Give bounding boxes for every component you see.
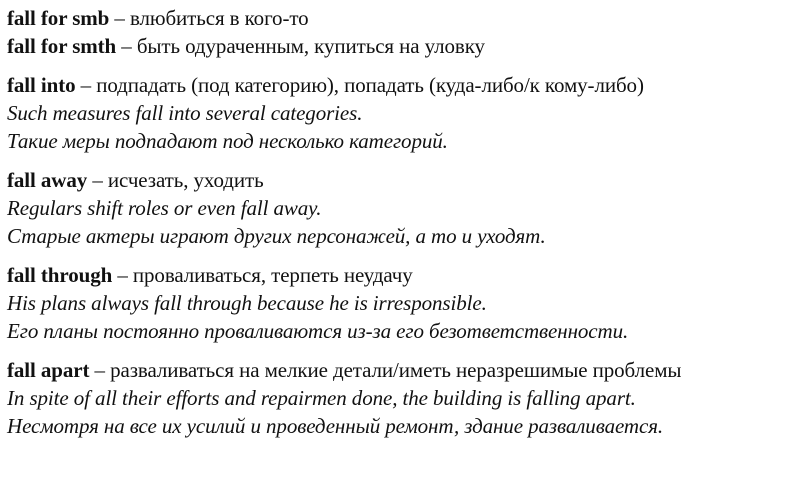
definition: – быть одураченным, купиться на уловку [116,34,485,58]
term: fall into [7,73,76,97]
entry-group-fall-apart [7,356,789,440]
term: fall for smth [7,34,117,58]
spacer [7,155,789,166]
example-russian: Несмотря на все их усилий и проведенный ремонт, здание разваливается. [7,414,664,438]
example-english: In spite of all their efforts and repairmen done, the building is falling apart. [7,386,636,410]
entry-fall-away [7,166,789,194]
example-russian: Старые актеры играют других персонажей, а то и уходят. [7,224,546,248]
example-english: His plans always fall through because he is irresponsible. [7,291,487,315]
example-russian: Его планы постоянно проваливаются из-за его безответственности. [7,319,629,343]
definition: – разваливаться на мелкие детали/иметь неразрешимые проблемы [89,358,682,382]
definition: – исчезать, уходить [87,168,264,192]
entry-group-fall-into [7,71,789,155]
entry-fall-apart [7,356,789,384]
entry-fall-for-smb [7,4,789,32]
term: fall away [7,168,88,192]
entry-fall-into [7,71,789,99]
term: fall for smb [7,6,110,30]
definition: – влюбиться в кого-то [109,6,309,30]
spacer [7,250,789,261]
example-russian: Такие меры подпадают под несколько категорий. [7,129,448,153]
entry-fall-through [7,261,789,289]
entry-group-fall-away [7,166,789,250]
example-english: Regulars shift roles or even fall away. [7,196,322,220]
entry-fall-for-smth [7,32,789,60]
spacer [7,345,789,356]
example-english: Such measures fall into several categories. [7,101,363,125]
definition: – подпадать (под категорию), попадать (куда-либо/к кому-либо) [75,73,644,97]
definition: – проваливаться, терпеть неудачу [112,263,413,287]
entry-group-fall-for [7,4,789,60]
spacer [7,60,789,71]
term: fall through [7,263,113,287]
term: fall apart [7,358,90,382]
phrasal-verbs-page [7,4,789,440]
entry-group-fall-through [7,261,789,345]
